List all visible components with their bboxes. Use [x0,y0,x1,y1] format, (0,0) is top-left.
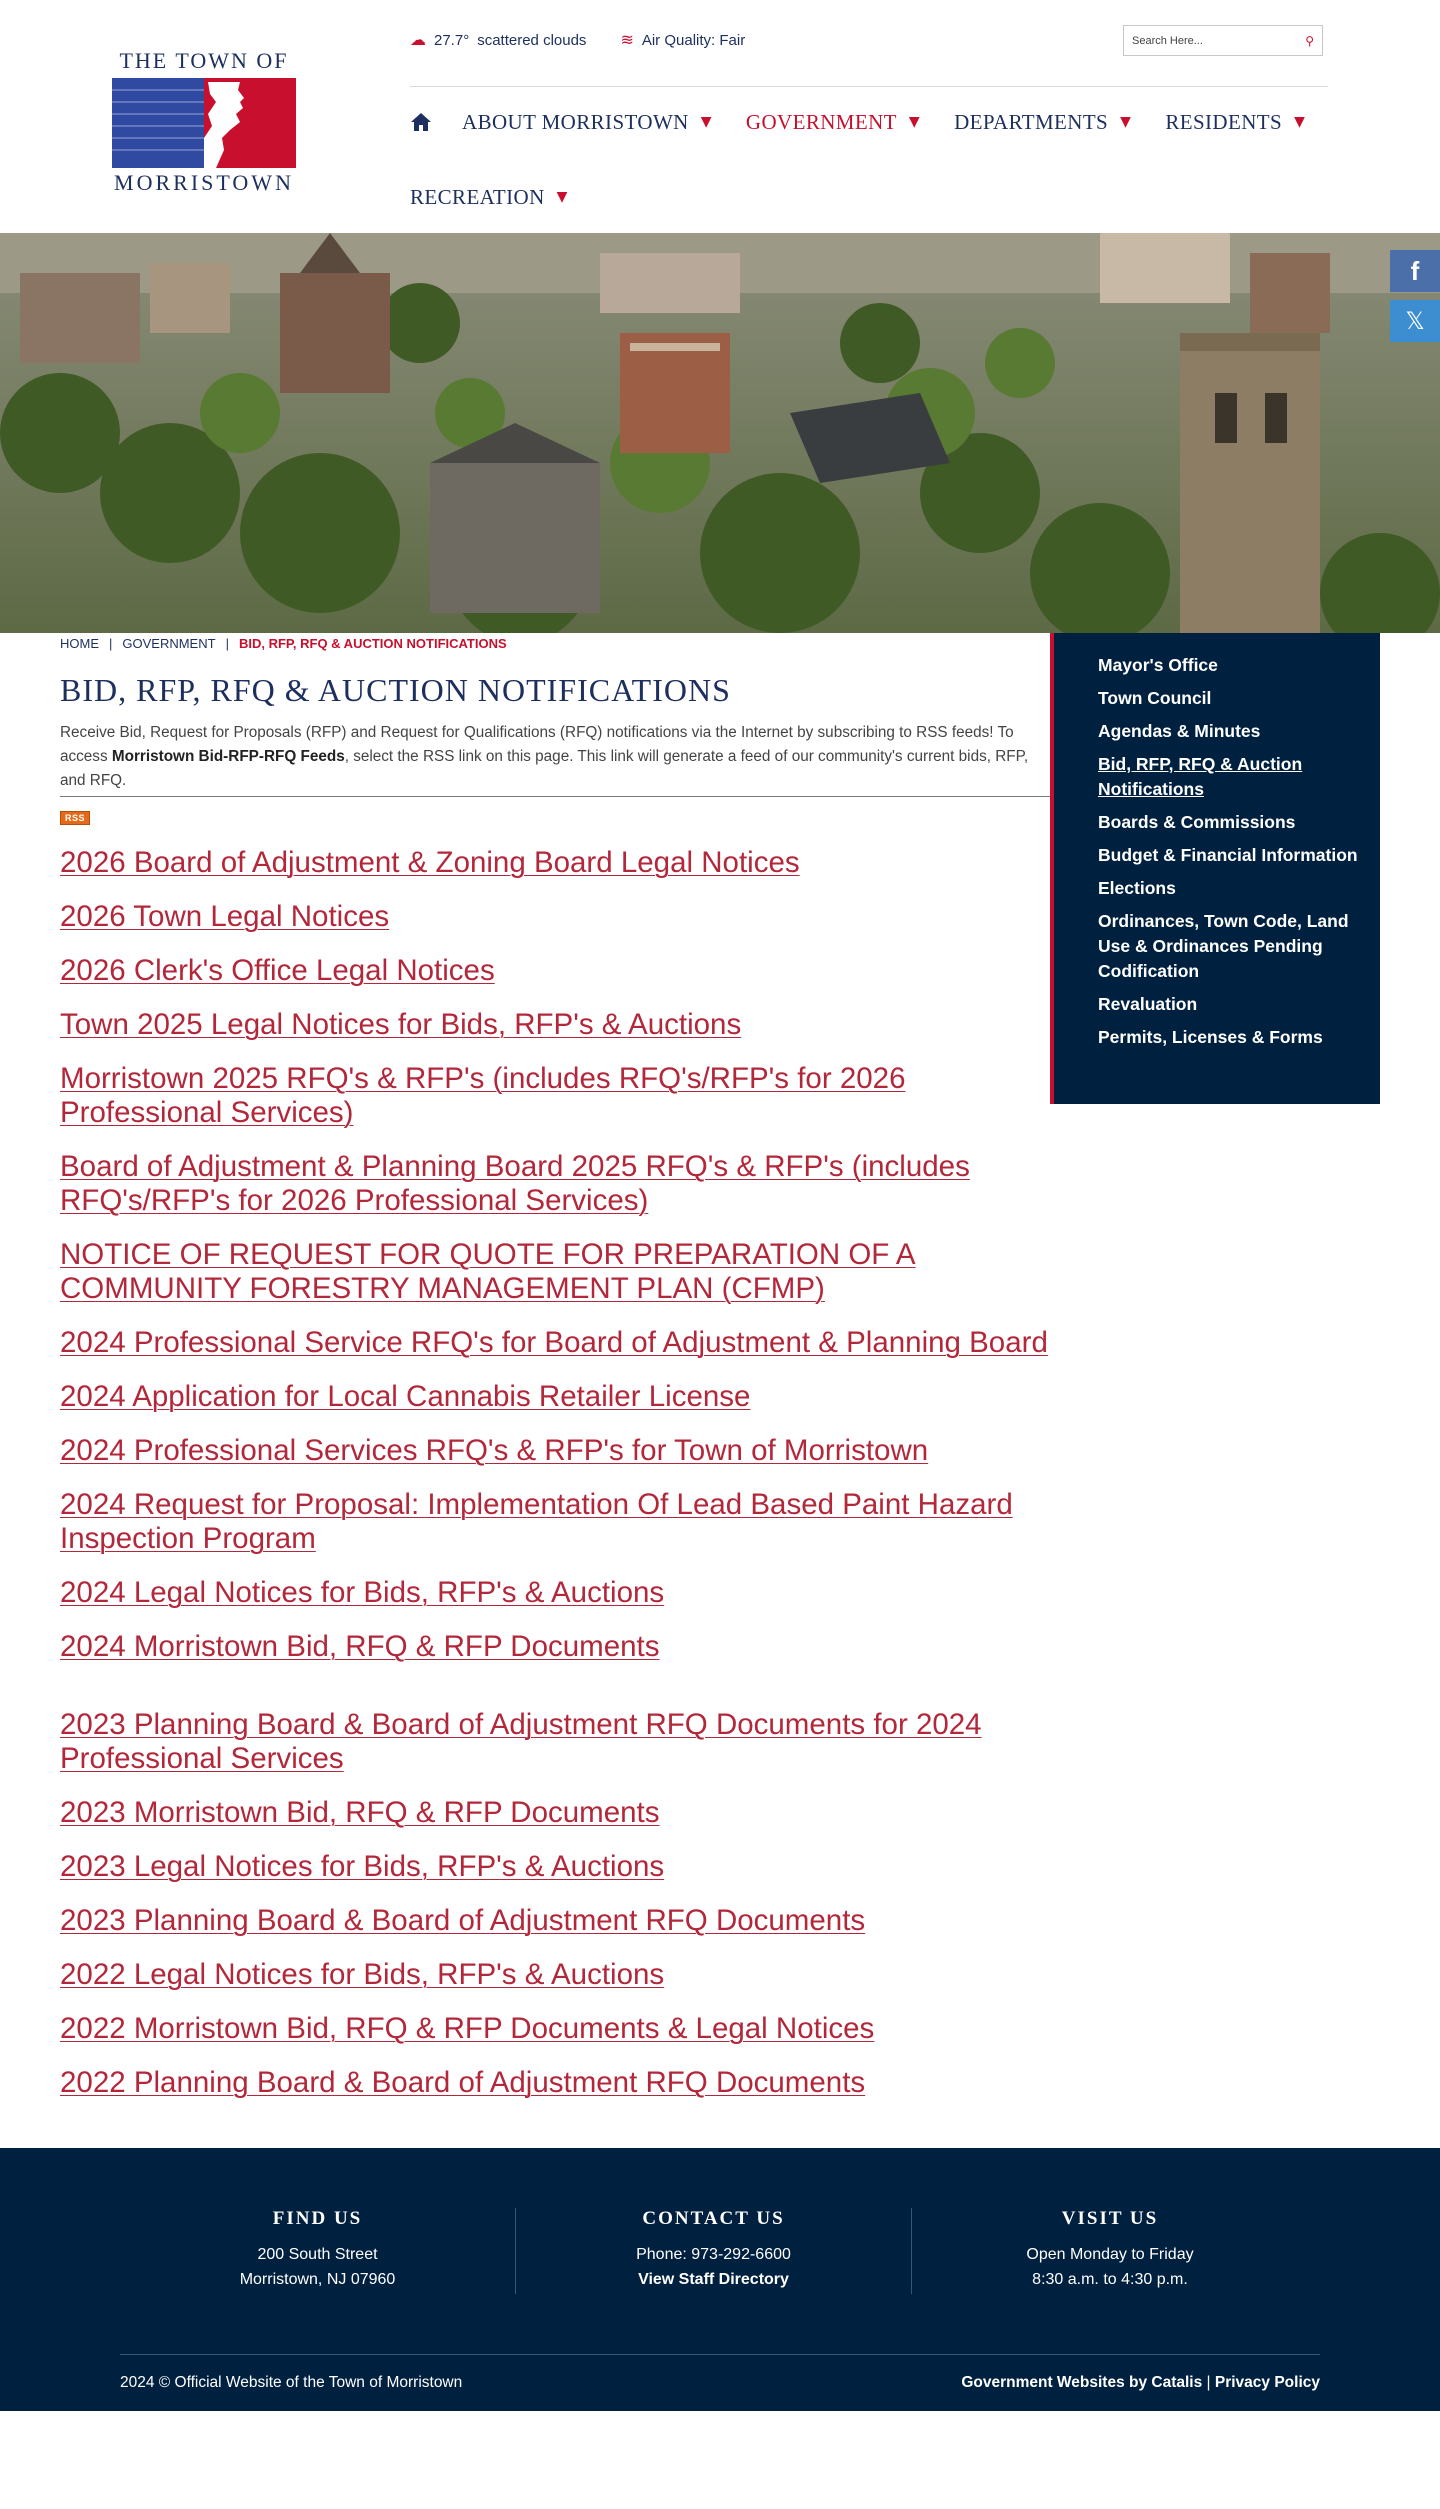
notification-link[interactable]: 2024 Professional Service RFQ's for Board of Adjustment & Planning Board [60,1326,1048,1359]
notification-link[interactable]: 2024 Morristown Bid, RFQ & RFP Documents [60,1630,660,1663]
breadcrumb-separator: | [109,636,113,651]
main-content [60,672,1050,2120]
footer-contact-us [516,2208,912,2294]
footer-address-line: Morristown, NJ 07960 [239,2271,396,2288]
notification-link[interactable]: 2023 Planning Board & Board of Adjustment RFQ Documents for 2024 Professional Services [60,1708,982,1775]
site-header [0,0,1440,233]
cloud-icon: ☁ [410,31,426,49]
weather-bar [410,32,745,49]
sidebar-item-town-council[interactable]: Town Council [1098,688,1212,708]
logo-emblem [112,78,296,168]
notification-link[interactable]: 2023 Legal Notices for Bids, RFP's & Auctions [60,1850,665,1883]
logo-text-top: THE TOWN OF [119,48,289,73]
home-icon[interactable] [410,112,432,132]
chevron-down-icon: ▼ [1120,114,1132,130]
air-quality-value: Air Quality: Fair [641,32,746,49]
notification-link[interactable]: Morristown 2025 RFQ's & RFP's (includes RFQ's/RFP's for 2026 Professional Services) [60,1062,906,1129]
footer-columns [120,2208,1320,2294]
footer-hours-line: 8:30 a.m. to 4:30 p.m. [1032,2271,1188,2288]
sidebar-item-boards-commissions[interactable]: Boards & Commissions [1098,812,1296,832]
sidebar-item-budget-financial[interactable]: Budget & Financial Information [1098,845,1358,865]
footer-bottom-bar [120,2374,1320,2392]
government-sidebar [1050,633,1380,1104]
notification-link[interactable]: 2022 Legal Notices for Bids, RFP's & Auctions [60,1958,665,1991]
copyright-text: 2024 © Official Website of the Town of Morristown [120,2374,463,2391]
nav-label: RESIDENTS [1165,109,1283,134]
sidebar-item-bid-rfp-rfq[interactable]: Bid, RFP, RFQ & Auction Notifications [1098,754,1303,799]
header-divider [410,86,1328,87]
weather-condition: scattered clouds [477,32,587,49]
catalis-link[interactable]: Government Websites by Catalis [961,2374,1203,2391]
notification-link[interactable]: 2026 Clerk's Office Legal Notices [60,954,495,987]
page-title: BID, RFP, RFQ & AUCTION NOTIFICATIONS [60,672,731,708]
sidebar-item-mayors-office[interactable]: Mayor's Office [1098,655,1218,675]
privacy-policy-link[interactable]: Privacy Policy [1214,2374,1320,2391]
wind-icon: ≋ [620,31,634,49]
breadcrumb-current: BID, RFP, RFQ & AUCTION NOTIFICATIONS [238,636,507,651]
footer-visit-us [912,2208,1308,2294]
footer-credits [961,2374,1320,2392]
notification-link[interactable]: 2023 Planning Board & Board of Adjustment RFQ Documents [60,1904,866,1937]
chevron-down-icon: ▼ [908,114,921,130]
sidebar-item-revaluation[interactable]: Revaluation [1098,994,1198,1014]
notification-link[interactable]: 2024 Application for Local Cannabis Retailer License [60,1380,751,1413]
intro-feed-name: Morristown Bid-RFP-RFQ Feeds [111,748,345,765]
intro-text [60,721,1050,795]
sidebar-item-elections[interactable]: Elections [1098,878,1176,898]
credits-separator: | [1206,2374,1211,2391]
site-logo[interactable] [110,48,298,195]
nav-departments[interactable] [954,110,1131,135]
nav-residents[interactable] [1165,110,1305,135]
notification-link[interactable]: 2022 Morristown Bid, RFQ & RFP Documents & Legal Notices [60,2012,875,2045]
site-footer [0,2148,1440,2411]
logo-text-bottom: MORRISTOWN [114,170,294,195]
content-divider [60,796,1050,797]
search-input[interactable] [1132,35,1282,47]
footer-phone: Phone: 973-292-6600 [636,2246,791,2263]
footer-address-line: 200 South Street [257,2246,378,2263]
footer-divider [120,2354,1320,2355]
notification-link[interactable]: NOTICE OF REQUEST FOR QUOTE FOR PREPARATION OF A COMMUNITY FORESTRY MANAGEMENT PLAN (CFMP) [60,1238,916,1305]
footer-heading: VISIT US [1061,2208,1159,2229]
notification-link[interactable]: Town 2025 Legal Notices for Bids, RFP's & Auctions [60,1008,742,1041]
nav-row-1 [410,107,1340,137]
nav-label: DEPARTMENTS [954,109,1109,134]
chevron-down-icon: ▼ [556,189,568,205]
notification-link[interactable]: 2026 Board of Adjustment & Zoning Board Legal Notices [60,846,800,879]
sidebar-item-agendas-minutes[interactable]: Agendas & Minutes [1098,721,1261,741]
notification-link[interactable]: 2022 Planning Board & Board of Adjustment RFQ Documents [60,2066,866,2099]
notification-links [60,846,1050,2100]
notification-link[interactable]: Board of Adjustment & Planning Board 2025 RFQ's & RFP's (includes RFQ's/RFP's for 2026 Professional Services) [60,1150,970,1217]
chevron-down-icon: ▼ [1294,114,1306,130]
breadcrumb-separator: | [225,636,229,651]
sidebar-item-permits-licenses[interactable]: Permits, Licenses & Forms [1098,1027,1323,1047]
weather-temperature [410,32,586,49]
nav-recreation[interactable] [410,185,568,210]
footer-find-us [120,2208,516,2294]
rss-feed-button[interactable]: RSS [60,811,90,825]
notification-link[interactable]: 2024 Request for Proposal: Implementation Of Lead Based Paint Hazard Inspection Program [60,1488,1013,1555]
temperature-value: 27.7° [434,32,470,49]
staff-directory-link[interactable]: View Staff Directory [638,2271,789,2288]
breadcrumb-government[interactable]: GOVERNMENT [122,636,216,651]
nav-about-morristown[interactable] [462,110,712,135]
notification-link[interactable]: 2023 Morristown Bid, RFQ & RFP Documents [60,1796,660,1829]
facebook-icon[interactable]: f [1390,250,1440,292]
footer-hours-line: Open Monday to Friday [1026,2246,1194,2263]
nav-label: GOVERNMENT [745,109,897,134]
breadcrumb-home[interactable]: HOME [60,636,99,651]
hero-image [0,233,1440,633]
footer-heading: CONTACT US [642,2208,785,2229]
nav-label: ABOUT MORRISTOWN [462,109,689,134]
footer-heading: FIND US [272,2208,363,2229]
notification-link[interactable]: 2026 Town Legal Notices [60,900,390,933]
notification-link[interactable]: 2024 Professional Services RFQ's & RFP's for Town of Morristown [60,1434,929,1467]
nav-government[interactable] [746,110,920,135]
nav-label: RECREATION [410,184,545,209]
sidebar-item-ordinances[interactable]: Ordinances, Town Code, Land Use & Ordinances Pending Codification [1098,911,1349,981]
breadcrumb [60,636,507,651]
chevron-down-icon: ▼ [700,114,712,130]
twitter-x-icon[interactable]: 𝕏 [1390,300,1440,342]
intro-text-part: , select the RSS link on this page. This link will generate a feed of our community's current bids, RFP, and RFQ. [60,748,1029,789]
nav-row-2 [410,182,602,212]
air-quality [620,32,745,49]
search-icon[interactable]: ⚲ [1305,33,1314,48]
intro-text-part: Receive Bid, Request for Proposals (RFP) and Request for Qualifications (RFQ) notifications via the Internet by subscribing to RSS feeds! To access [60,724,1014,765]
notification-link[interactable]: 2024 Legal Notices for Bids, RFP's & Auctions [60,1576,665,1609]
search-box [1123,25,1323,56]
main-nav [410,107,1340,209]
